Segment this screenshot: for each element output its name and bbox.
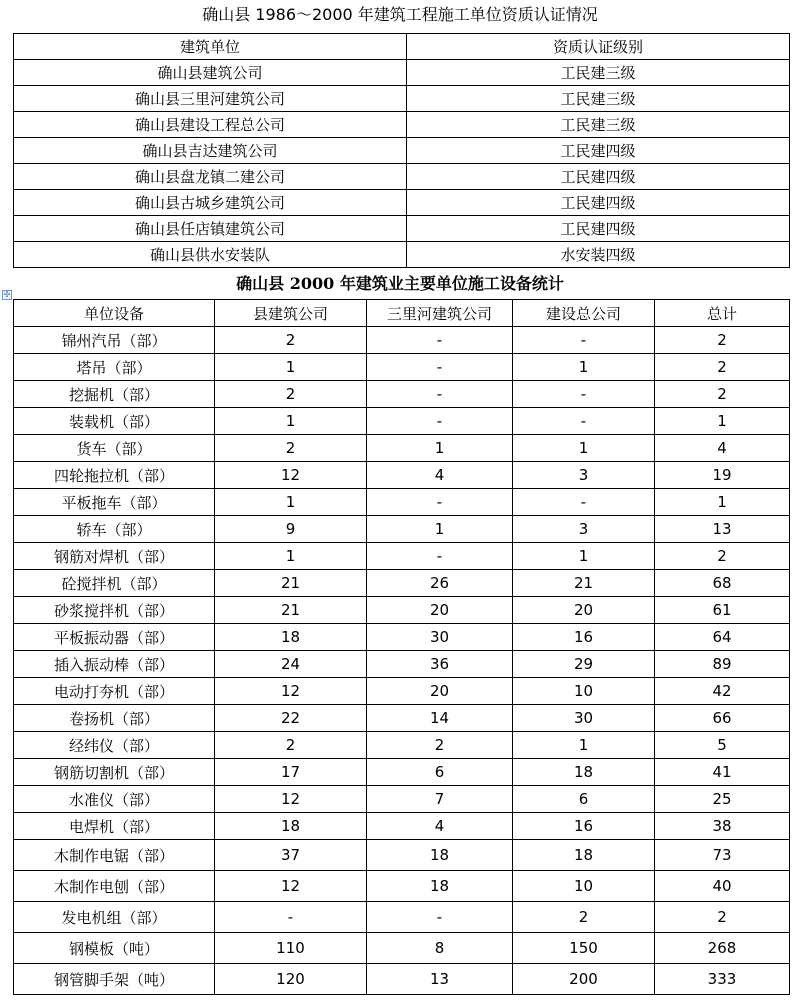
table-cell: 150 bbox=[513, 933, 655, 964]
table-cell: 41 bbox=[655, 759, 790, 786]
table-cell: 9 bbox=[215, 516, 367, 543]
table-cell: 工民建四级 bbox=[407, 190, 790, 216]
table-cell: 确山县建筑公司 bbox=[14, 60, 407, 86]
table-cell: 24 bbox=[215, 651, 367, 678]
table-cell: 货车（部） bbox=[14, 435, 215, 462]
table-cell: - bbox=[367, 489, 513, 516]
table-cell: 12 bbox=[215, 786, 367, 813]
table-row bbox=[14, 597, 790, 624]
table-row bbox=[14, 964, 790, 995]
table-cell: 18 bbox=[513, 840, 655, 871]
table-cell: 钢管脚手架（吨） bbox=[14, 964, 215, 995]
table-cell: 3 bbox=[513, 516, 655, 543]
table-cell: 锦州汽吊（部） bbox=[14, 327, 215, 354]
table-cell: 12 bbox=[215, 678, 367, 705]
table-row bbox=[14, 327, 790, 354]
table-cell: 木制作电刨（部） bbox=[14, 871, 215, 902]
table-cell: 2 bbox=[655, 543, 790, 570]
table-row bbox=[14, 242, 790, 268]
table-row bbox=[14, 933, 790, 964]
table-row bbox=[14, 732, 790, 759]
table-cell: 1 bbox=[655, 408, 790, 435]
table-cell: 1 bbox=[367, 435, 513, 462]
table-row bbox=[14, 516, 790, 543]
table-cell: 18 bbox=[215, 813, 367, 840]
table-cell: 电动打夯机（部） bbox=[14, 678, 215, 705]
table-cell: 37 bbox=[215, 840, 367, 871]
table-cell: 17 bbox=[215, 759, 367, 786]
table-row bbox=[14, 759, 790, 786]
table-cell: 268 bbox=[655, 933, 790, 964]
table-cell: 2 bbox=[215, 381, 367, 408]
table-cell: 1 bbox=[215, 354, 367, 381]
table-cell: 8 bbox=[367, 933, 513, 964]
table-cell: 19 bbox=[655, 462, 790, 489]
table-cell: 2 bbox=[655, 902, 790, 933]
table-cell: 1 bbox=[655, 489, 790, 516]
table-cell: 4 bbox=[367, 462, 513, 489]
table-cell: 确山县盘龙镇二建公司 bbox=[14, 164, 407, 190]
table-row bbox=[14, 902, 790, 933]
table-cell: - bbox=[513, 381, 655, 408]
table-cell: 2 bbox=[215, 435, 367, 462]
table-cell: 四轮拖拉机（部） bbox=[14, 462, 215, 489]
table-cell: 钢模板（吨） bbox=[14, 933, 215, 964]
table-row bbox=[14, 813, 790, 840]
table-cell: 2 bbox=[655, 327, 790, 354]
table-cell: 确山县吉达建筑公司 bbox=[14, 138, 407, 164]
table-cell: 工民建三级 bbox=[407, 60, 790, 86]
table-cell: 1 bbox=[513, 543, 655, 570]
table-cell: 16 bbox=[513, 813, 655, 840]
table-cell: - bbox=[367, 381, 513, 408]
table-cell: 2 bbox=[655, 354, 790, 381]
table-row bbox=[14, 60, 790, 86]
table-cell: 水准仪（部） bbox=[14, 786, 215, 813]
table-cell: 18 bbox=[367, 871, 513, 902]
table-cell: 工民建四级 bbox=[407, 164, 790, 190]
table-cell: 塔吊（部） bbox=[14, 354, 215, 381]
column-header: 资质认证级别 bbox=[407, 34, 790, 60]
table-cell: - bbox=[513, 408, 655, 435]
table-cell: 确山县任店镇建筑公司 bbox=[14, 216, 407, 242]
table-cell: 工民建四级 bbox=[407, 216, 790, 242]
header-row bbox=[14, 300, 790, 327]
column-header: 三里河建筑公司 bbox=[367, 300, 513, 327]
table-cell: 工民建四级 bbox=[407, 138, 790, 164]
table-cell: 经纬仪（部） bbox=[14, 732, 215, 759]
table-row bbox=[14, 462, 790, 489]
table-row bbox=[14, 164, 790, 190]
table-cell: 7 bbox=[367, 786, 513, 813]
table-cell: 砂浆搅拌机（部） bbox=[14, 597, 215, 624]
table-cell: 25 bbox=[655, 786, 790, 813]
table-cell: - bbox=[367, 408, 513, 435]
table-cell: 5 bbox=[655, 732, 790, 759]
table-cell: 2 bbox=[215, 732, 367, 759]
table2-title: 确山县 2000 年建筑业主要单位施工设备统计 bbox=[236, 274, 564, 293]
table-row bbox=[14, 786, 790, 813]
table-cell: 26 bbox=[367, 570, 513, 597]
table-row bbox=[14, 871, 790, 902]
table-cell: 平板振动器（部） bbox=[14, 624, 215, 651]
table-cell: 确山县古城乡建筑公司 bbox=[14, 190, 407, 216]
table-cell: 40 bbox=[655, 871, 790, 902]
table-cell: 73 bbox=[655, 840, 790, 871]
table-cell: 1 bbox=[215, 489, 367, 516]
table-row bbox=[14, 624, 790, 651]
table-cell: 平板拖车（部） bbox=[14, 489, 215, 516]
table-cell: 1 bbox=[513, 435, 655, 462]
table-row bbox=[14, 705, 790, 732]
equipment-table bbox=[13, 299, 790, 995]
table-cell: 64 bbox=[655, 624, 790, 651]
table-cell: 13 bbox=[367, 964, 513, 995]
table-row bbox=[14, 651, 790, 678]
table-cell: 卷扬机（部） bbox=[14, 705, 215, 732]
table-cell: - bbox=[367, 327, 513, 354]
table-cell: - bbox=[513, 489, 655, 516]
table-cell: 确山县供水安装队 bbox=[14, 242, 407, 268]
table-cell: 120 bbox=[215, 964, 367, 995]
table-cell: 20 bbox=[513, 597, 655, 624]
move-arrows-icon[interactable]: ✣ bbox=[3, 290, 11, 299]
qualification-table bbox=[13, 33, 790, 268]
table-cell: 工民建三级 bbox=[407, 112, 790, 138]
table-row bbox=[14, 435, 790, 462]
table-cell: 20 bbox=[367, 597, 513, 624]
table-cell: 钢筋对焊机（部） bbox=[14, 543, 215, 570]
table-cell: 6 bbox=[513, 786, 655, 813]
table-row bbox=[14, 86, 790, 112]
table-cell: 12 bbox=[215, 462, 367, 489]
table-cell: 2 bbox=[513, 902, 655, 933]
table-cell: 18 bbox=[215, 624, 367, 651]
table-cell: 12 bbox=[215, 871, 367, 902]
table-cell: 18 bbox=[513, 759, 655, 786]
table-cell: 29 bbox=[513, 651, 655, 678]
table-cell: 钢筋切割机（部） bbox=[14, 759, 215, 786]
table-cell: 18 bbox=[367, 840, 513, 871]
table-cell: 2 bbox=[367, 732, 513, 759]
table-cell: 确山县建设工程总公司 bbox=[14, 112, 407, 138]
table-cell: 2 bbox=[215, 327, 367, 354]
table-cell: 轿车（部） bbox=[14, 516, 215, 543]
table-cell: 4 bbox=[367, 813, 513, 840]
table-cell: 30 bbox=[367, 624, 513, 651]
column-header: 建筑单位 bbox=[14, 34, 407, 60]
table-cell: 200 bbox=[513, 964, 655, 995]
table-cell: 1 bbox=[215, 408, 367, 435]
table-cell: 1 bbox=[367, 516, 513, 543]
table-cell: 66 bbox=[655, 705, 790, 732]
table-cell: 22 bbox=[215, 705, 367, 732]
table-cell: - bbox=[367, 354, 513, 381]
table-cell: 3 bbox=[513, 462, 655, 489]
table-cell: 20 bbox=[367, 678, 513, 705]
table-row bbox=[14, 678, 790, 705]
table-cell: 36 bbox=[367, 651, 513, 678]
table-cell: 1 bbox=[513, 354, 655, 381]
table-cell: 发电机组（部） bbox=[14, 902, 215, 933]
table-cell: 6 bbox=[367, 759, 513, 786]
table-cell: - bbox=[367, 543, 513, 570]
table-cell: - bbox=[513, 327, 655, 354]
table-cell: 4 bbox=[655, 435, 790, 462]
table-row bbox=[14, 216, 790, 242]
column-header: 县建筑公司 bbox=[215, 300, 367, 327]
table-cell: 10 bbox=[513, 678, 655, 705]
column-header: 单位设备 bbox=[14, 300, 215, 327]
table-row bbox=[14, 543, 790, 570]
table-cell: 14 bbox=[367, 705, 513, 732]
table-cell: 确山县三里河建筑公司 bbox=[14, 86, 407, 112]
table-cell: 工民建三级 bbox=[407, 86, 790, 112]
header-row bbox=[14, 34, 790, 60]
table-cell: 21 bbox=[215, 597, 367, 624]
table-cell: 38 bbox=[655, 813, 790, 840]
table-row bbox=[14, 840, 790, 871]
table-cell: 333 bbox=[655, 964, 790, 995]
table-cell: 水安装四级 bbox=[407, 242, 790, 268]
table-cell: 42 bbox=[655, 678, 790, 705]
table-row bbox=[14, 138, 790, 164]
table-row bbox=[14, 570, 790, 597]
table-cell: 2 bbox=[655, 381, 790, 408]
table-cell: 电焊机（部） bbox=[14, 813, 215, 840]
column-header: 总计 bbox=[655, 300, 790, 327]
table-row bbox=[14, 489, 790, 516]
table-cell: 10 bbox=[513, 871, 655, 902]
table-row bbox=[14, 408, 790, 435]
table-cell: 13 bbox=[655, 516, 790, 543]
table1-title: 确山县 1986～2000 年建筑工程施工单位资质认证情况 bbox=[202, 5, 598, 24]
table-row bbox=[14, 354, 790, 381]
table-cell: 21 bbox=[215, 570, 367, 597]
table-row bbox=[14, 112, 790, 138]
table-cell: 30 bbox=[513, 705, 655, 732]
table-cell: 89 bbox=[655, 651, 790, 678]
table-cell: 16 bbox=[513, 624, 655, 651]
table-cell: 砼搅拌机（部） bbox=[14, 570, 215, 597]
table-cell: 61 bbox=[655, 597, 790, 624]
table-cell: 68 bbox=[655, 570, 790, 597]
table-cell: - bbox=[215, 902, 367, 933]
table-cell: 21 bbox=[513, 570, 655, 597]
table-row bbox=[14, 381, 790, 408]
table-row bbox=[14, 190, 790, 216]
table-cell: 110 bbox=[215, 933, 367, 964]
table-cell: 1 bbox=[513, 732, 655, 759]
table-cell: 装载机（部） bbox=[14, 408, 215, 435]
table-cell: - bbox=[367, 902, 513, 933]
table-cell: 插入振动棒（部） bbox=[14, 651, 215, 678]
table-cell: 1 bbox=[215, 543, 367, 570]
table-cell: 挖掘机（部） bbox=[14, 381, 215, 408]
table-cell: 木制作电锯（部） bbox=[14, 840, 215, 871]
column-header: 建设总公司 bbox=[513, 300, 655, 327]
